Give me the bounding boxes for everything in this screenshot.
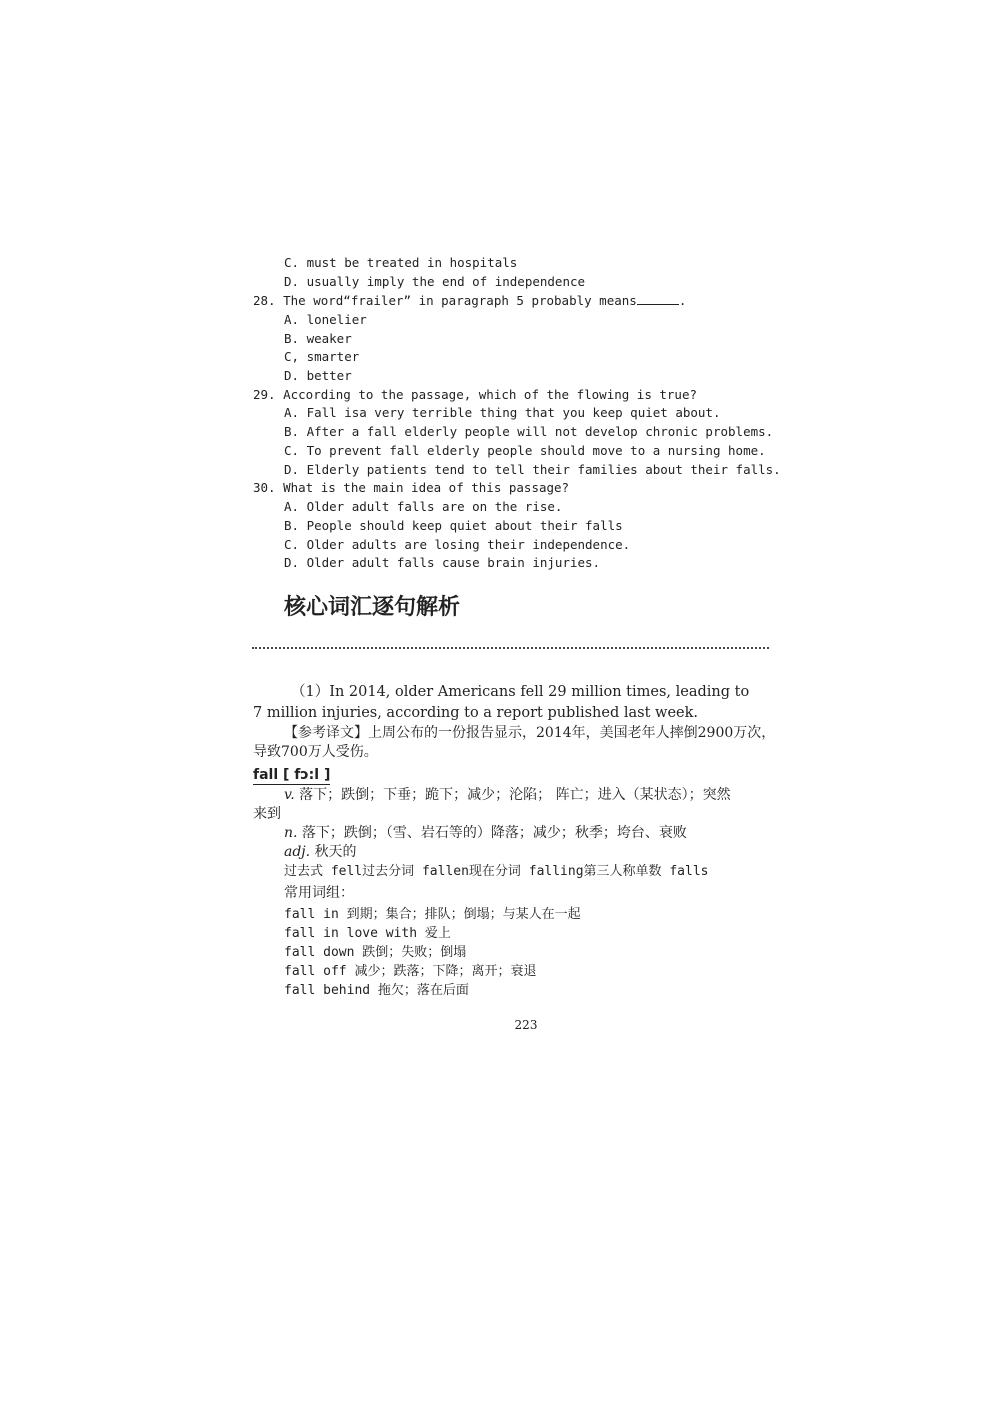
phrase-meaning: 拖欠；落在后面	[377, 983, 469, 998]
sentence-line-2: 7 million injuries, according to a report published last week.	[253, 705, 698, 721]
answer-blank	[637, 292, 679, 305]
q29-stem: 29. According to the passage, which of the flowing is true?	[253, 387, 698, 402]
phrase-term: fall behind	[284, 983, 371, 998]
q30-option-a: A. Older adult falls are on the rise.	[284, 499, 563, 514]
q27-option-c: C. must be treated in hospitals	[284, 255, 518, 270]
q30-option-b: B. People should keep quiet about their falls	[284, 518, 623, 533]
phrase-term: fall off	[284, 964, 347, 979]
phrase-meaning: 减少；跌落；下降；离开；衰退	[354, 964, 537, 979]
translation-line-2: 导致700万人受伤。	[253, 744, 378, 760]
translation-text: 上周公布的一份报告显示，2014年，美国老年人摔倒2900万次，	[368, 725, 776, 741]
translation-label: 【参考译文】	[284, 725, 368, 741]
q27-option-d: D. usually imply the end of independence	[284, 274, 586, 289]
verb-definition	[284, 786, 731, 805]
section-heading: 核心词汇逐句解析	[284, 595, 461, 620]
phrase-item	[284, 962, 536, 981]
translation-line-1	[284, 724, 775, 743]
q29-option-a: A. Fall isa very terrible thing that you keep quiet about.	[284, 405, 721, 420]
q30-option-c: C. Older adults are losing their independence.	[284, 537, 631, 552]
q28-option-d: D. better	[284, 368, 352, 383]
q29-option-c: C. To prevent fall elderly people should move to a nursing home.	[284, 443, 766, 458]
q29-option-b: B. After a fall elderly people will not develop chronic problems.	[284, 424, 774, 439]
q28-option-b: B. weaker	[284, 331, 352, 346]
q28-stem-text: 28. The word“frailer” in paragraph 5 probably means	[253, 293, 637, 308]
headword: fall [ fɔ:l ]	[253, 767, 331, 783]
adj-definition	[284, 843, 357, 862]
phrase-item	[284, 924, 451, 943]
section-divider	[252, 647, 769, 649]
q30-stem: 30. What is the main idea of this passage?	[253, 480, 570, 495]
q29-option-d: D. Elderly patients tend to tell their families about their falls.	[284, 462, 781, 477]
phrase-meaning: 爱上	[424, 926, 451, 941]
adj-def-text: 秋天的	[314, 844, 357, 860]
noun-definition	[284, 824, 687, 843]
phrase-item	[284, 981, 469, 1000]
q28-option-a: A. lonelier	[284, 312, 367, 327]
sentence-line-1: （1）In 2014, older Americans fell 29 million times, leading to	[291, 684, 750, 700]
word-forms: 过去式 fell过去分词 fallen现在分词 falling第三人称单数 falls	[284, 864, 709, 879]
noun-def-text: 落下；跌倒；（雪、岩石等的）降落；减少；秋季；垮台、衰败	[301, 825, 687, 841]
q28-stem	[253, 291, 686, 310]
phrase-term: fall in	[284, 907, 339, 922]
phrase-term: fall in love with	[284, 926, 418, 941]
verb-def-text: 落下；跌倒；下垂；跪下；减少；沦陷； 阵亡；进入（某状态）；突然	[299, 787, 731, 803]
phrases-label: 常用词组：	[284, 885, 354, 901]
q28-stem-end: .	[678, 293, 687, 308]
phrase-item	[284, 905, 581, 924]
q30-option-d: D. Older adult falls cause brain injuries.	[284, 555, 601, 570]
q28-option-c: C, smarter	[284, 349, 360, 364]
verb-pos: v.	[284, 787, 295, 803]
noun-pos: n.	[284, 825, 298, 841]
phrase-meaning: 到期；集合；排队；倒塌；与某人在一起	[346, 907, 581, 922]
verb-definition-cont: 来到	[253, 806, 281, 822]
phrase-item	[284, 943, 466, 962]
phrase-term: fall down	[284, 945, 355, 960]
phrase-meaning: 跌倒；失败；倒塌	[362, 945, 467, 960]
page-number: 223	[514, 1018, 538, 1032]
adj-pos: adj.	[284, 844, 311, 860]
